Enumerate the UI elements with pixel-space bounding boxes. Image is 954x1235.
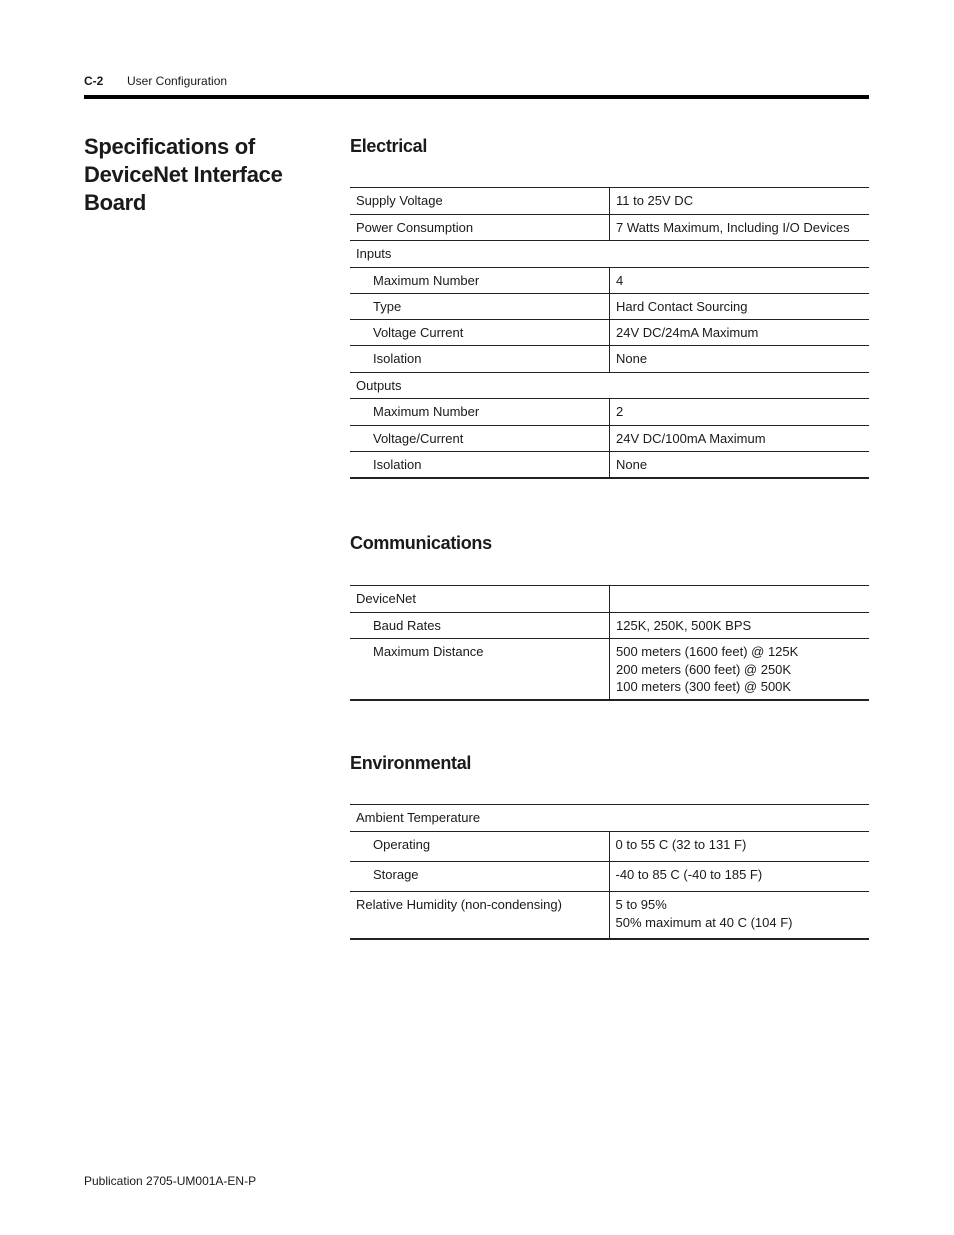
spec-value: 11 to 25V DC: [610, 188, 870, 215]
spec-value: None: [610, 346, 870, 373]
spec-label: Isolation: [350, 346, 610, 373]
spec-label: Power Consumption: [350, 215, 610, 241]
spec-row: [350, 586, 869, 613]
spec-row: [350, 639, 869, 700]
spec-label: Voltage Current: [350, 320, 610, 346]
spec-value: 125K, 250K, 500K BPS: [610, 613, 870, 639]
spec-label: Maximum Number: [350, 399, 610, 426]
spec-value: Hard Contact Sourcing: [610, 294, 870, 320]
spec-label: Maximum Number: [350, 268, 610, 294]
chapter-title: Specifications of DeviceNet Interface Board: [84, 134, 283, 215]
spec-label: Type: [350, 294, 610, 320]
spec-row: [350, 426, 869, 452]
spec-label: Storage: [350, 862, 609, 892]
publication-footer: Publication 2705-UM001A-EN-P: [84, 1174, 257, 1188]
spec-value: [610, 241, 870, 268]
electrical-spec-table: [350, 187, 869, 479]
spec-row: [350, 862, 869, 892]
spec-label: DeviceNet: [350, 586, 610, 613]
environmental-heading: Environmental: [350, 753, 472, 773]
spec-label: Ambient Temperature: [350, 805, 609, 832]
spec-row: [350, 452, 869, 478]
spec-value: [610, 586, 870, 613]
spec-label: Operating: [350, 832, 609, 862]
spec-value: 24V DC/24mA Maximum: [610, 320, 870, 346]
spec-row: [350, 241, 869, 268]
spec-value: 0 to 55 C (32 to 131 F): [609, 832, 869, 862]
spec-value: -40 to 85 C (-40 to 185 F): [609, 862, 869, 892]
spec-label: Isolation: [350, 452, 610, 478]
spec-row: [350, 805, 869, 832]
spec-row: [350, 294, 869, 320]
spec-row: [350, 188, 869, 215]
spec-value: 2: [610, 399, 870, 426]
spec-row: [350, 832, 869, 862]
page-number: C-2: [84, 74, 104, 88]
spec-value: [609, 805, 869, 832]
spec-row: [350, 613, 869, 639]
section-title: User Configuration: [127, 74, 228, 88]
spec-label: Baud Rates: [350, 613, 610, 639]
spec-label: Maximum Distance: [350, 639, 610, 700]
spec-row: [350, 399, 869, 426]
spec-row: [350, 892, 869, 939]
spec-value: [610, 373, 870, 399]
spec-value: 7 Watts Maximum, Including I/O Devices: [610, 215, 870, 241]
spec-row: [350, 346, 869, 373]
spec-label: Relative Humidity (non-condensing): [350, 892, 609, 939]
spec-value: 24V DC/100mA Maximum: [610, 426, 870, 452]
spec-label: Voltage/Current: [350, 426, 610, 452]
spec-row: [350, 268, 869, 294]
electrical-heading: Electrical: [350, 136, 428, 156]
spec-label: Outputs: [350, 373, 610, 399]
spec-row: [350, 320, 869, 346]
spec-row: [350, 215, 869, 241]
environmental-spec-table: [350, 804, 869, 940]
spec-label: Inputs: [350, 241, 610, 268]
header-rule: [84, 95, 869, 99]
spec-value: 5 to 95% 50% maximum at 40 C (104 F): [609, 892, 869, 939]
communications-spec-table: [350, 585, 869, 701]
spec-label: Supply Voltage: [350, 188, 610, 215]
page-header: [84, 74, 228, 88]
spec-value: 4: [610, 268, 870, 294]
spec-value: 500 meters (1600 feet) @ 125K 200 meters (600 feet) @ 250K 100 meters (300 feet) @ 500K: [610, 639, 870, 700]
spec-row: [350, 373, 869, 399]
spec-value: None: [610, 452, 870, 478]
communications-heading: Communications: [350, 533, 492, 553]
